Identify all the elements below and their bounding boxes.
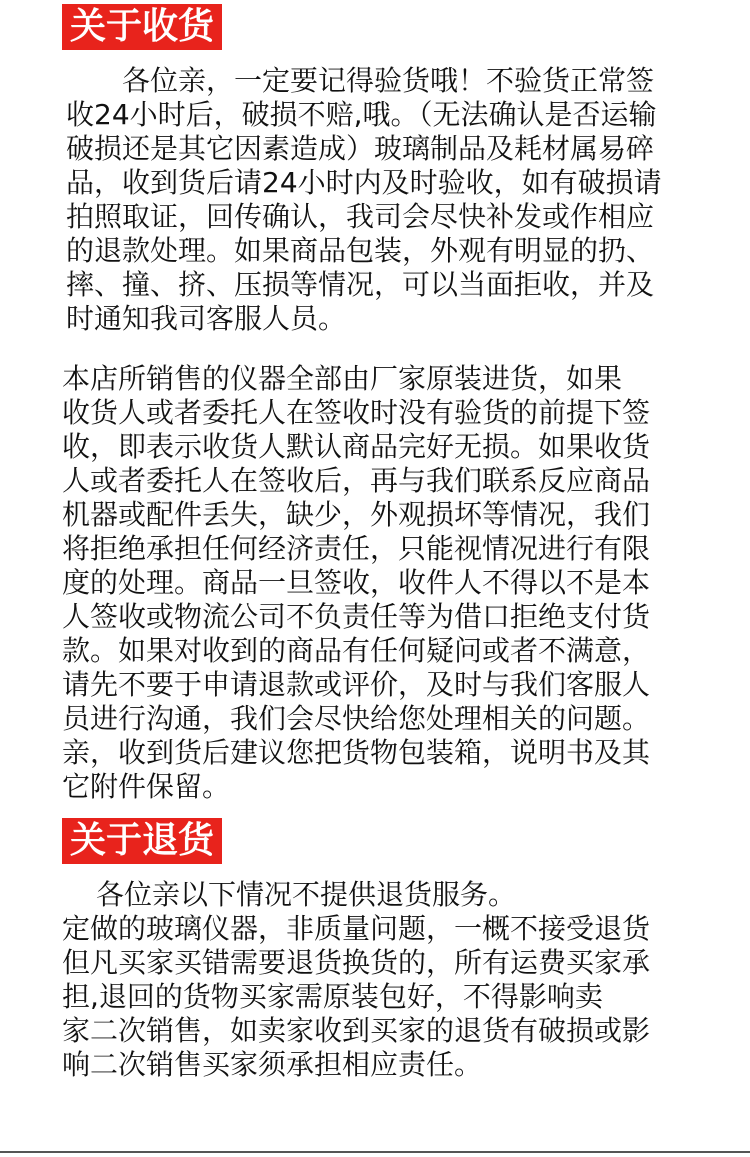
text-line: 各位亲，一定要记得验货哦！不验货正常签: [122, 64, 655, 97]
text-line: 家二次销售，如卖家收到买家的退货有破损或影: [62, 1014, 651, 1047]
text-line: 响二次销售买家须承担相应责任。: [62, 1048, 483, 1081]
text-line: 但凡买家买错需要退货换货的，所有运费买家承: [62, 946, 651, 979]
text-line: 破损还是其它因素造成）玻璃制品及耗材属易碎: [66, 132, 655, 165]
text-line: 人签收或物流公司不负责任等为借口拒绝支付货: [62, 600, 651, 633]
text-line: 本店所销售的仪器全部由厂家原装进货，如果: [62, 362, 623, 395]
text-line: 定做的玻璃仪器，非质量问题，一概不接受退货: [62, 912, 651, 945]
returns-heading-text: 关于退货: [70, 820, 215, 861]
text-line: 亲，收到货后建议您把货物包装箱，说明书及其: [62, 736, 651, 769]
text-line: 品，收到货后请24小时内及时验收，如有破损请: [66, 166, 662, 199]
text-line: 收，即表示收货人默认商品完好无损。如果收货: [62, 430, 651, 463]
text-line: 人或者委托人在签收后，再与我们联系反应商品: [62, 464, 651, 497]
text-line: 款。如果对收到的商品有任何疑问或者不满意，: [62, 634, 651, 667]
returns-heading: [62, 818, 222, 864]
text-line: 担,退回的货物买家需原装包好，不得影响卖: [62, 980, 603, 1013]
bottom-divider: [0, 1151, 750, 1153]
text-line: 各位亲以下情况不提供退货服务。: [96, 878, 517, 911]
text-line: 它附件保留。: [62, 770, 231, 803]
text-line: 将拒绝承担任何经济责任，只能视情况进行有限: [62, 532, 651, 565]
text-line: 机器或配件丢失，缺少，外观损坏等情况，我们: [62, 498, 651, 531]
text-line: 摔、撞、挤、压损等情况，可以当面拒收，并及: [66, 268, 655, 301]
text-line: 收24小时后，破损不赔,哦。（无法确认是否运输: [66, 98, 657, 131]
text-line: 时通知我司客服人员。: [66, 302, 347, 335]
receipt-heading: [62, 4, 222, 50]
receipt-heading-text: 关于收货: [70, 6, 215, 47]
text-line: 请先不要于申请退款或评价，及时与我们客服人: [62, 668, 651, 701]
text-line: 度的处理。商品一旦签收，收件人不得以不是本: [62, 566, 651, 599]
text-line: 员进行沟通，我们会尽快给您处理相关的问题。: [62, 702, 651, 735]
text-line: 拍照取证，回传确认，我司会尽快补发或作相应: [66, 200, 655, 233]
text-line: 的退款处理。如果商品包装，外观有明显的扔、: [66, 234, 655, 267]
text-line: 收货人或者委托人在签收时没有验货的前提下签: [62, 396, 651, 429]
